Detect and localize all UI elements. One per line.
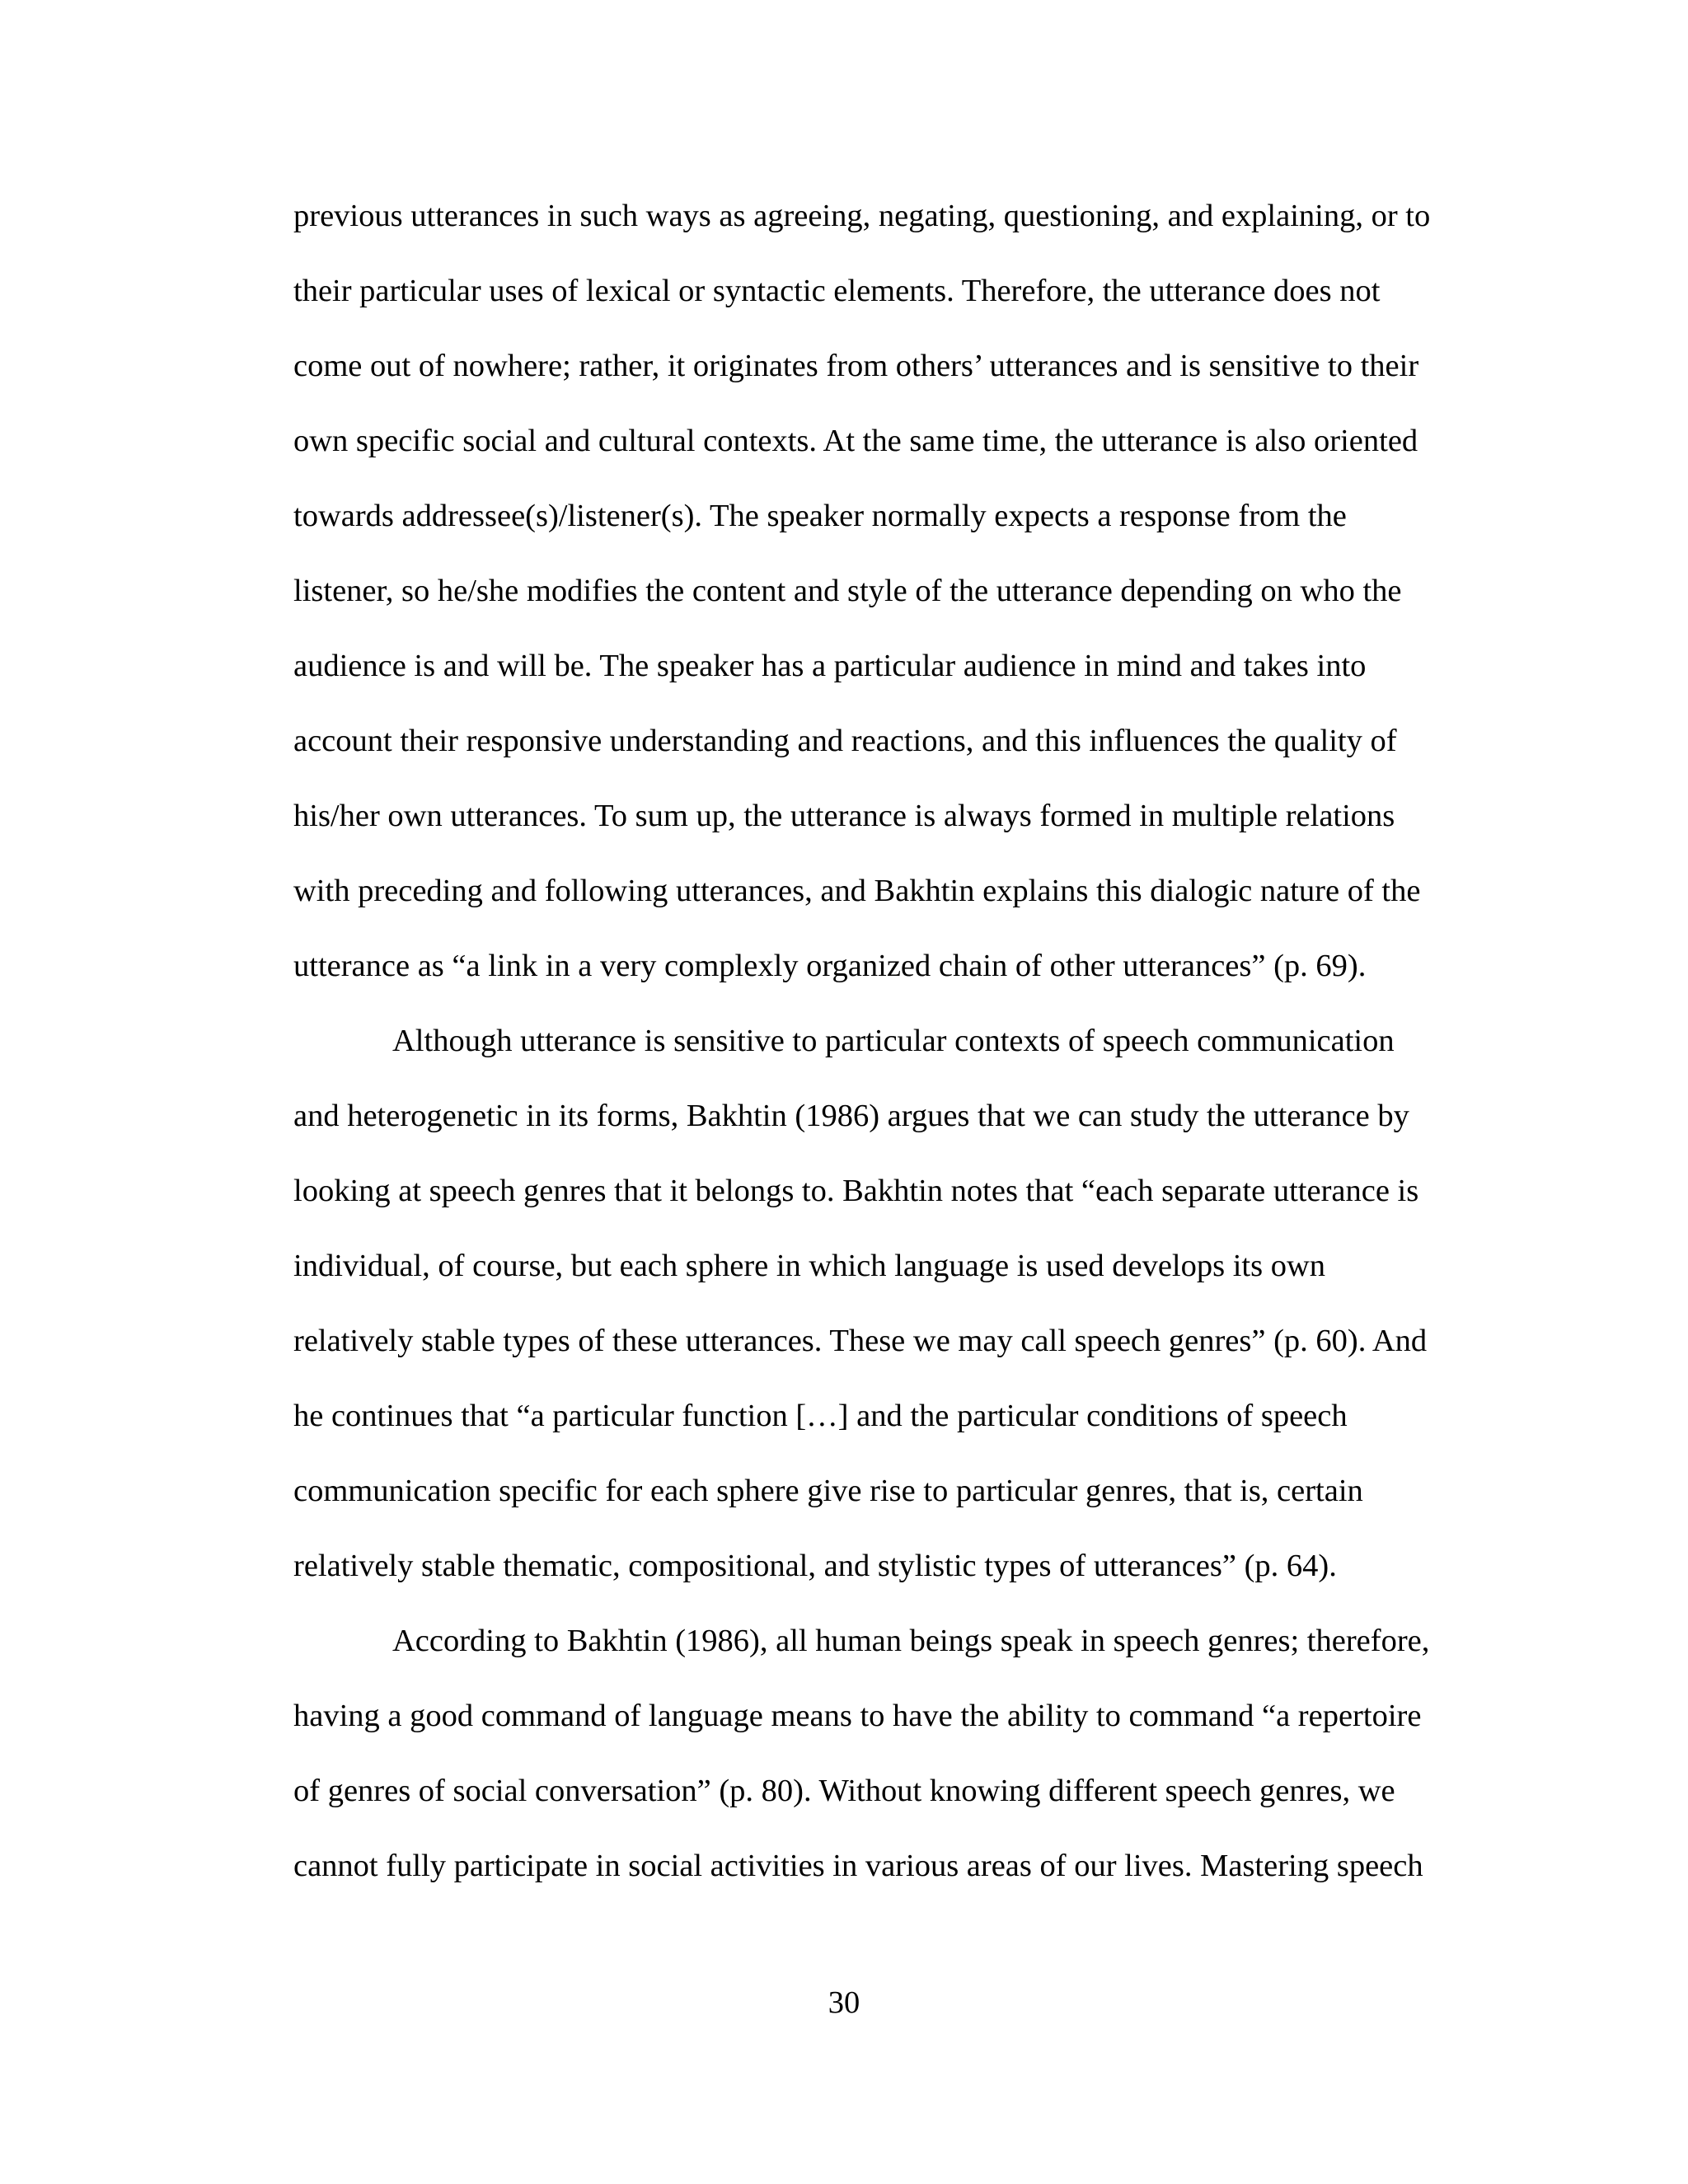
text-line: Although utterance is sensitive to particular contexts of speech communication bbox=[392, 1024, 1395, 1058]
text-line: relatively stable thematic, compositional, and stylistic types of utterances” (p. 64). bbox=[293, 1549, 1337, 1583]
text-line: listener, so he/she modifies the content and style of the utterance depending on who the bbox=[293, 574, 1402, 608]
text-line: their particular uses of lexical or syntactic elements. Therefore, the utterance does not bbox=[293, 274, 1381, 308]
text-line: come out of nowhere; rather, it originates from others’ utterances and is sensitive to their bbox=[293, 349, 1419, 383]
text-line: his/her own utterances. To sum up, the utterance is always formed in multiple relations bbox=[293, 799, 1395, 833]
text-line: own specific social and cultural contexts. At the same time, the utterance is also oriented bbox=[293, 424, 1418, 458]
text-line: utterance as “a link in a very complexly organized chain of other utterances” (p. 69). bbox=[293, 949, 1367, 983]
body-text bbox=[293, 190, 1472, 1915]
page-number: 30 bbox=[828, 1985, 860, 2020]
text-line: According to Bakhtin (1986), all human beings speak in speech genres; therefore, bbox=[392, 1624, 1430, 1658]
text-line: having a good command of language means to have the ability to command “a repertoire bbox=[293, 1699, 1422, 1733]
text-line: and heterogenetic in its forms, Bakhtin (1986) argues that we can study the utterance by bbox=[293, 1099, 1409, 1133]
text-line: of genres of social conversation” (p. 80). Without knowing different speech genres, we bbox=[293, 1774, 1395, 1808]
text-line: with preceding and following utterances, and Bakhtin explains this dialogic nature of the bbox=[293, 874, 1421, 908]
text-line: previous utterances in such ways as agreeing, negating, questioning, and explaining, or to bbox=[293, 199, 1431, 233]
text-line: audience is and will be. The speaker has a particular audience in mind and takes into bbox=[293, 649, 1367, 683]
text-line: relatively stable types of these utterances. These we may call speech genres” (p. 60). And bbox=[293, 1324, 1428, 1358]
text-line: towards addressee(s)/listener(s). The speaker normally expects a response from the bbox=[293, 499, 1347, 533]
text-line: cannot fully participate in social activities in various areas of our lives. Mastering speech bbox=[293, 1849, 1423, 1883]
text-line: individual, of course, but each sphere in which language is used develops its own bbox=[293, 1249, 1326, 1283]
text-line: account their responsive understanding and reactions, and this influences the quality of bbox=[293, 724, 1397, 758]
text-line: communication specific for each sphere give rise to particular genres, that is, certain bbox=[293, 1474, 1363, 1508]
text-line: he continues that “a particular function […] and the particular conditions of speech bbox=[293, 1399, 1348, 1433]
text-line: looking at speech genres that it belongs to. Bakhtin notes that “each separate utterance is bbox=[293, 1174, 1419, 1208]
